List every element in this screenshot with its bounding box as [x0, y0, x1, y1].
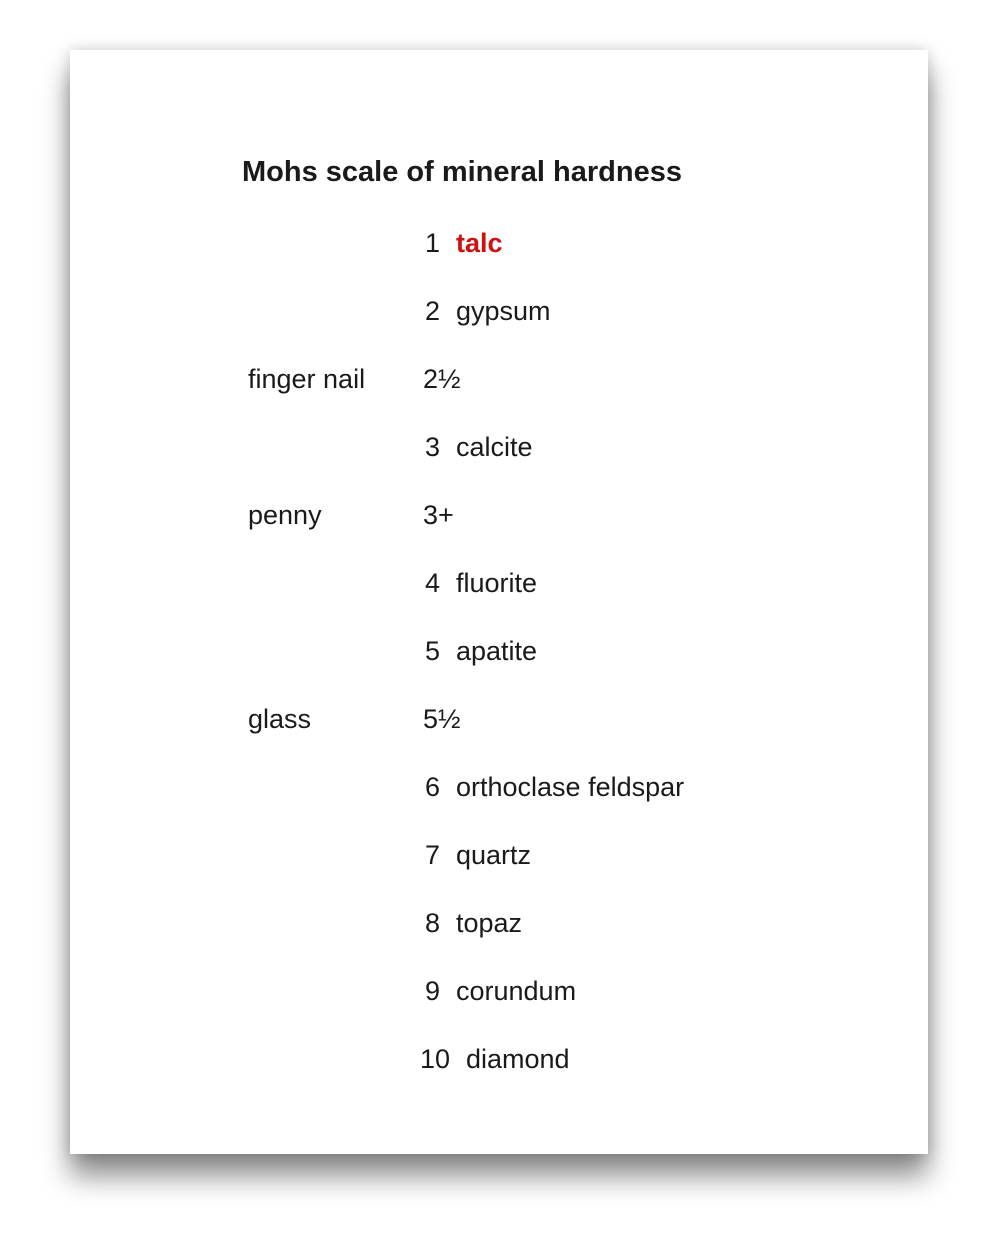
- scale-row-corundum: [70, 971, 928, 1011]
- hardness-value: 1: [424, 228, 440, 258]
- mineral-name: orthoclase feldspar: [456, 772, 685, 802]
- scale-row-penny: [70, 495, 928, 535]
- hardness-value: 8: [424, 908, 440, 938]
- scale-row-diamond: [70, 1039, 928, 1079]
- hardness-value: 5½: [423, 704, 461, 734]
- reference-object: penny: [248, 500, 322, 530]
- reference-object: glass: [248, 704, 312, 734]
- hardness-value: 5: [424, 636, 440, 666]
- hardness-scale-list: [70, 50, 928, 1154]
- page-title: Mohs scale of mineral hardness: [242, 156, 682, 188]
- hardness-value: 3+: [423, 500, 454, 530]
- scale-row-gypsum: [70, 291, 928, 331]
- mineral-name: apatite: [456, 636, 538, 666]
- hardness-value: 2½: [423, 364, 461, 394]
- mineral-name: talc: [456, 228, 503, 258]
- scale-row-topaz: [70, 903, 928, 943]
- reference-object: finger nail: [248, 364, 366, 394]
- scale-row-fluorite: [70, 563, 928, 603]
- scale-row-glass: [70, 699, 928, 739]
- mineral-name: gypsum: [456, 296, 551, 326]
- mineral-name: topaz: [456, 908, 523, 938]
- scale-row-talc: [70, 223, 928, 263]
- hardness-value: 10: [419, 1044, 450, 1074]
- scale-row-apatite: [70, 631, 928, 671]
- hardness-value: 2: [424, 296, 440, 326]
- mineral-name: quartz: [456, 840, 532, 870]
- hardness-value: 4: [424, 568, 440, 598]
- mineral-name: corundum: [456, 976, 577, 1006]
- scale-row-orthoclase-feldspar: [70, 767, 928, 807]
- hardness-value: 9: [424, 976, 440, 1006]
- mineral-name: diamond: [466, 1044, 570, 1074]
- hardness-value: 3: [424, 432, 440, 462]
- mineral-name: calcite: [456, 432, 533, 462]
- scale-row-finger-nail: [70, 359, 928, 399]
- scale-row-calcite: [70, 427, 928, 467]
- hardness-value: 7: [424, 840, 440, 870]
- scale-row-quartz: [70, 835, 928, 875]
- hardness-value: 6: [424, 772, 440, 802]
- document-page: [70, 50, 928, 1154]
- mineral-name: fluorite: [456, 568, 538, 598]
